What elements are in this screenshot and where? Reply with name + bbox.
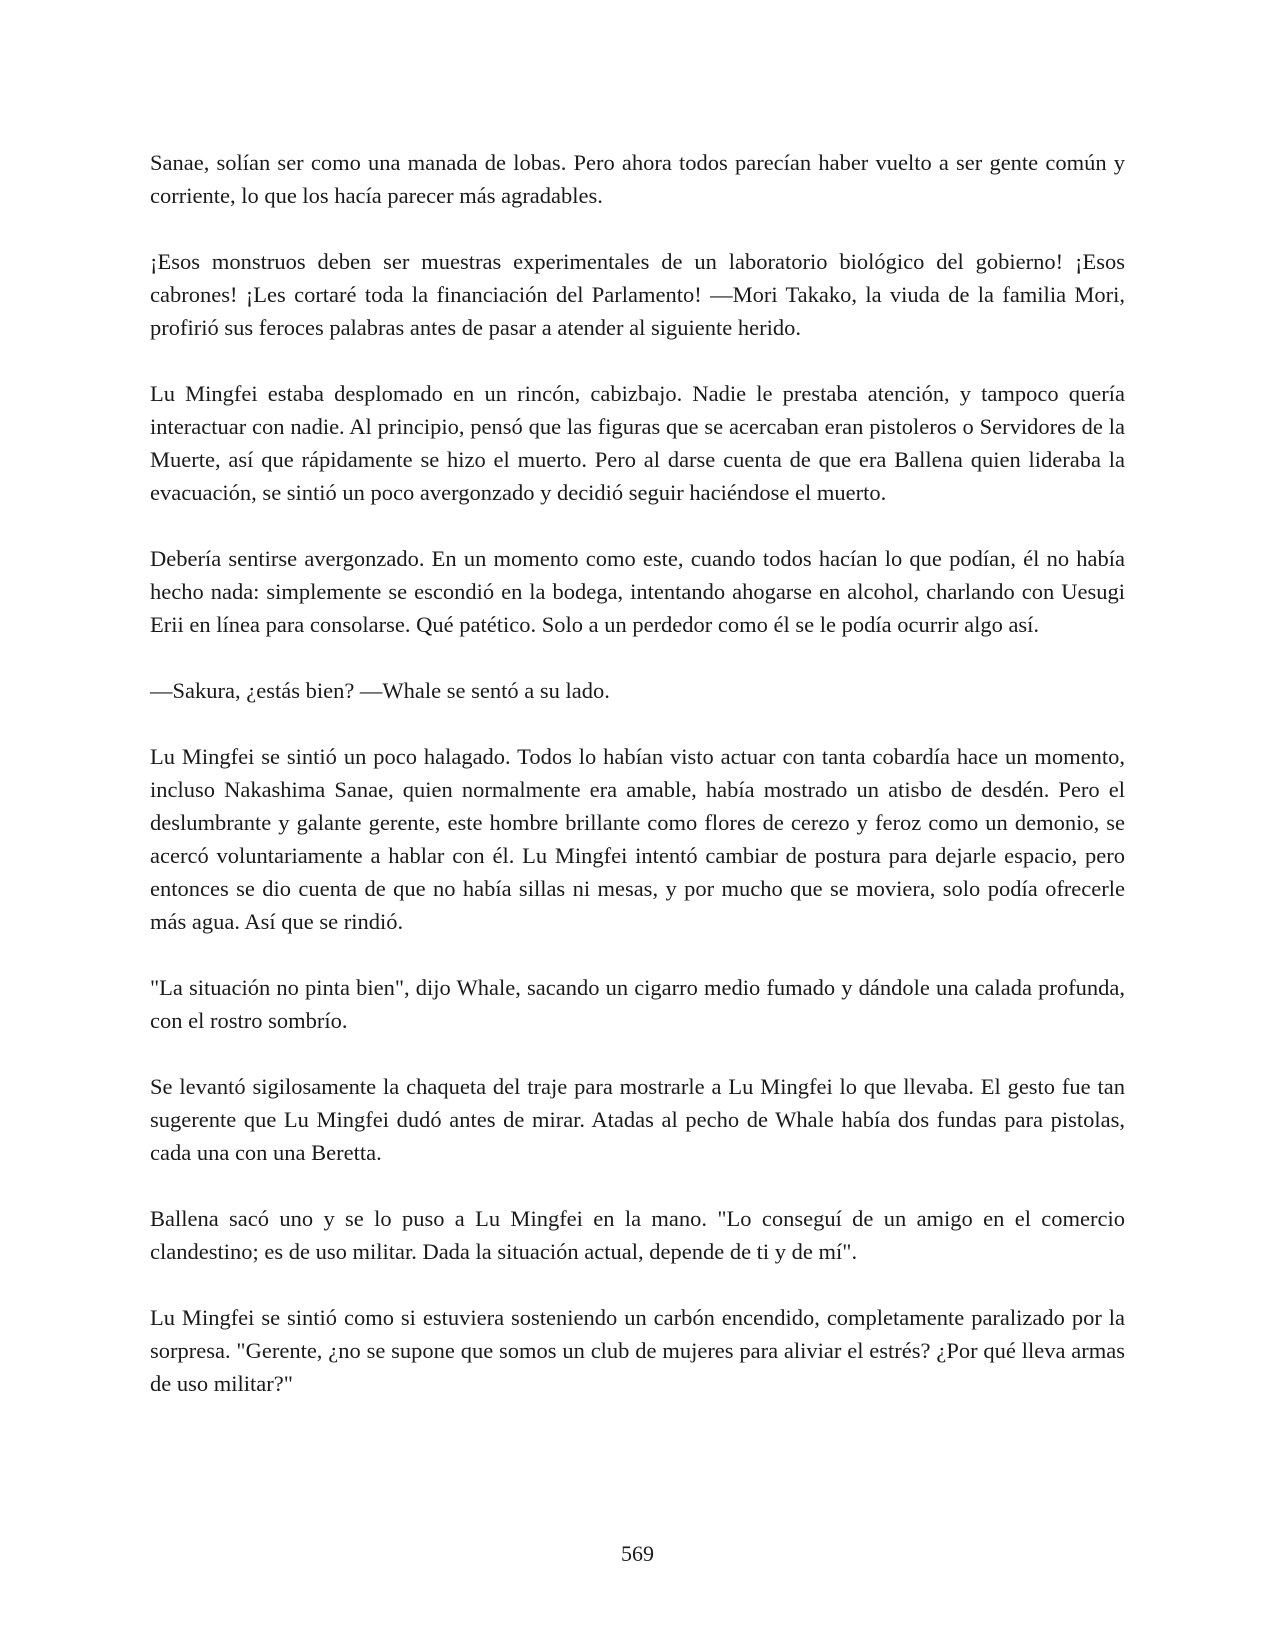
paragraph-4: Debería sentirse avergonzado. En un momento como este, cuando todos hacían lo que podían, él no había hecho nada: simplemente se escondió en la bodega, intentando ahogarse en alcohol, charlando con Uesugi Erii en línea para consolarse. Qué patético. Solo a un perdedor como él se le podía ocurrir algo así.	[150, 546, 1125, 637]
page-body	[150, 146, 1125, 1433]
paragraph-6: Lu Mingfei se sintió un poco halagado. Todos lo habían visto actuar con tanta cobardía hace un momento, incluso Nakashima Sanae, quien normalmente era amable, había mostrado un atisbo de desdén. Pero el deslumbrante y galante gerente, este hombre brillante como flores de cerezo y feroz como un demonio, se acercó voluntariamente a hablar con él. Lu Mingfei intentó cambiar de postura para dejarle espacio, pero entonces se dio cuenta de que no había sillas ni mesas, y por mucho que se moviera, solo podía ofrecerle más agua. Así que se rindió.	[150, 744, 1125, 934]
paragraph-3: Lu Mingfei estaba desplomado en un rincón, cabizbajo. Nadie le prestaba atención, y tampoco quería interactuar con nadie. Al principio, pensó que las figuras que se acercaban eran pistoleros o Servidores de la Muerte, así que rápidamente se hizo el muerto. Pero al darse cuenta de que era Ballena quien lideraba la evacuación, se sintió un poco avergonzado y decidió seguir haciéndose el muerto.	[150, 381, 1125, 505]
page-number: 569	[621, 1541, 654, 1566]
paragraph-5: —Sakura, ¿estás bien? —Whale se sentó a su lado.	[150, 678, 610, 703]
paragraph-10: Lu Mingfei se sintió como si estuviera sosteniendo un carbón encendido, completamente paralizado por la sorpresa. "Gerente, ¿no se supone que somos un club de mujeres para aliviar el estrés? ¿Por qué lleva armas de uso militar?"	[150, 1305, 1125, 1396]
paragraph-9: Ballena sacó uno y se lo puso a Lu Mingfei en la mano. "Lo conseguí de un amigo en el comercio clandestino; es de uso militar. Dada la situación actual, depende de ti y de mí".	[150, 1206, 1125, 1264]
paragraph-7: "La situación no pinta bien", dijo Whale, sacando un cigarro medio fumado y dándole una calada profunda, con el rostro sombrío.	[150, 975, 1125, 1033]
paragraph-2: ¡Esos monstruos deben ser muestras experimentales de un laboratorio biológico del gobierno! ¡Esos cabrones! ¡Les cortaré toda la financiación del Parlamento! —Mori Takako, la viuda de la familia Mori, profirió sus feroces palabras antes de pasar a atender al siguiente herido.	[150, 249, 1125, 340]
paragraph-8: Se levantó sigilosamente la chaqueta del traje para mostrarle a Lu Mingfei lo que llevaba. El gesto fue tan sugerente que Lu Mingfei dudó antes de mirar. Atadas al pecho de Whale había dos fundas para pistolas, cada una con una Beretta.	[150, 1074, 1125, 1165]
paragraph-1: Sanae, solían ser como una manada de lobas. Pero ahora todos parecían haber vuelto a ser gente común y corriente, lo que los hacía parecer más agradables.	[150, 150, 1125, 208]
